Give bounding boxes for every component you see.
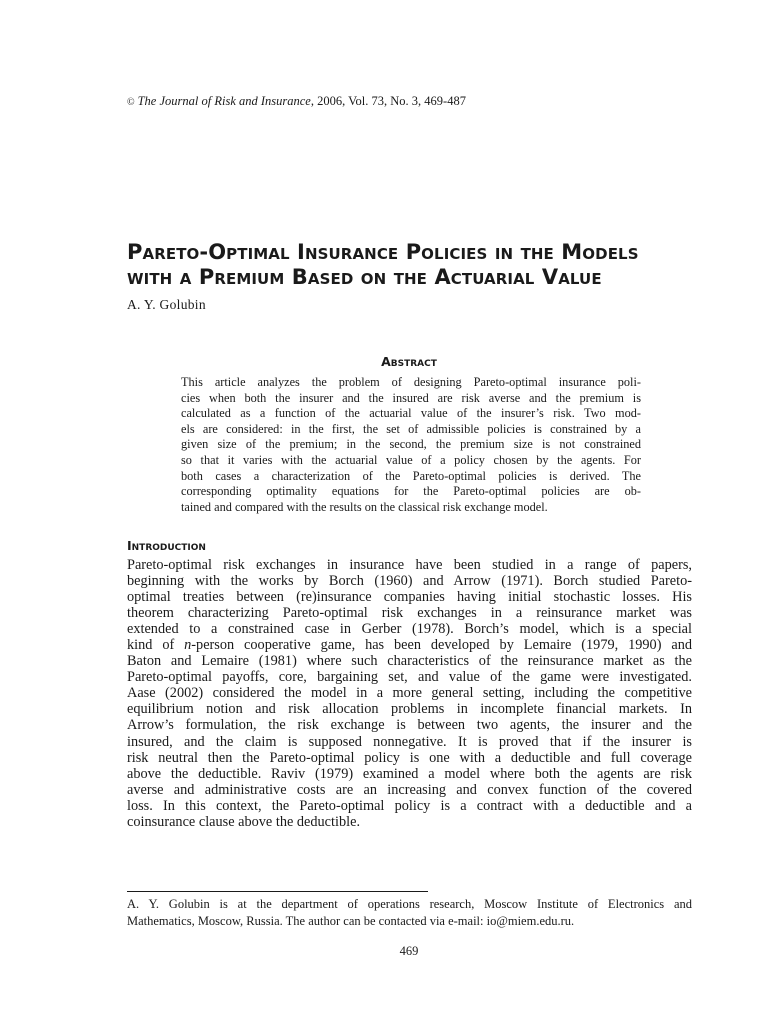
paragraph-line: Baton and Lemaire (1981) where such characteristics of the reinsurance market as the <box>127 653 692 670</box>
paragraph-line: Pareto-optimal risk exchanges in insurance have been studied in a range of papers, <box>127 557 692 573</box>
paragraph-line: optimal treaties between (re)insurance companies having initial stochastic losses. His <box>127 589 692 606</box>
paragraph-line: insured, and the claim is supposed nonnegative. It is proved that if the insurer is <box>127 733 692 750</box>
abstract-heading: Abstract <box>381 354 437 369</box>
abstract-line: both cases a characterization of the Pareto-optimal policies is derived. The <box>181 468 641 483</box>
paragraph-line: extended to a constrained case in Gerber (1978). Borch’s model, which is a special <box>127 621 692 638</box>
article-title <box>127 240 707 290</box>
copyright-symbol: © <box>127 97 135 108</box>
title-line-1: Pareto-Optimal Insurance Policies in the Models <box>127 240 639 264</box>
paragraph-line: beginning with the works by Borch (1960) and Arrow (1971). Borch studied Pareto- <box>127 573 692 590</box>
paragraph-line: loss. In this context, the Pareto-optimal policy is a contract with a deductible and a <box>127 797 692 814</box>
introduction-text <box>127 557 692 830</box>
page-number: 469 <box>399 944 419 958</box>
line-text: -person cooperative game, has been developed by Lemaire (1979, 1990) and <box>191 637 692 654</box>
paragraph-line: equilibrium notion and risk allocation problems in incomplete financial markets. In <box>127 701 692 718</box>
abstract-line: tained and compared with the results on the classical risk exchange model. <box>181 499 548 514</box>
journal-name: The Journal of Risk and Insurance <box>137 94 311 108</box>
abstract-line: This article analyzes the problem of designing Pareto-optimal insurance poli- <box>181 375 641 389</box>
author-name: A. Y. Golubin <box>127 297 206 312</box>
paragraph-line: coinsurance clause above the deductible. <box>127 813 361 830</box>
title-line-2: with a Premium Based on the Actuarial Value <box>127 265 602 289</box>
footnote-divider <box>127 891 428 892</box>
paragraph-line: risk neutral then the Pareto-optimal policy is one with a deductible and full coverage <box>127 749 692 766</box>
line-text: kind of <box>127 637 185 654</box>
author-footnote <box>127 896 692 930</box>
abstract-line: calculated as a function of the actuarial value of the insurer’s risk. Two mod- <box>181 406 641 421</box>
italic-n: n <box>184 637 192 654</box>
journal-citation <box>127 94 466 109</box>
paragraph-line: Pareto-optimal payoffs, core, bargaining set, and value of the game were investigated. <box>127 669 692 686</box>
footnote-line: Mathematics, Moscow, Russia. The author can be contacted via e-mail: io@miem.edu.ru. <box>127 914 575 928</box>
abstract-line: corresponding optimality equations for the Pareto-optimal policies are ob- <box>181 484 641 499</box>
paragraph-line: averse and administrative costs are an increasing and convex function of the covered <box>127 781 692 798</box>
introduction-heading: Introduction <box>127 538 206 553</box>
abstract-line: so that it varies with the actuarial value of a policy chosen by the agents. For <box>181 452 641 467</box>
paragraph-line <box>127 637 692 653</box>
abstract-line: els are considered: in the first, the set of admissible policies is constrained by a <box>181 421 641 436</box>
paragraph-line: above the deductible. Raviv (1979) examined a model where both the agents are risk <box>127 765 692 782</box>
paragraph-line: Arrow’s formulation, the risk exchange is between two agents, the insurer and the <box>127 717 692 734</box>
paragraph-line: theorem characterizing Pareto-optimal risk exchanges in a reinsurance market was <box>127 605 692 622</box>
abstract-line: given size of the premium; in the second, the premium size is not constrained <box>181 437 641 452</box>
paragraph-line: Aase (2002) considered the model in a more general setting, including the competitive <box>127 685 692 702</box>
footnote-line: A. Y. Golubin is at the department of operations research, Moscow Institute of Electronics and <box>127 897 692 911</box>
abstract-line: cies when both the insurer and the insured are risk averse and the premium is <box>181 390 641 405</box>
citation-details: , 2006, Vol. 73, No. 3, 469-487 <box>310 94 466 108</box>
abstract-text <box>181 375 641 515</box>
